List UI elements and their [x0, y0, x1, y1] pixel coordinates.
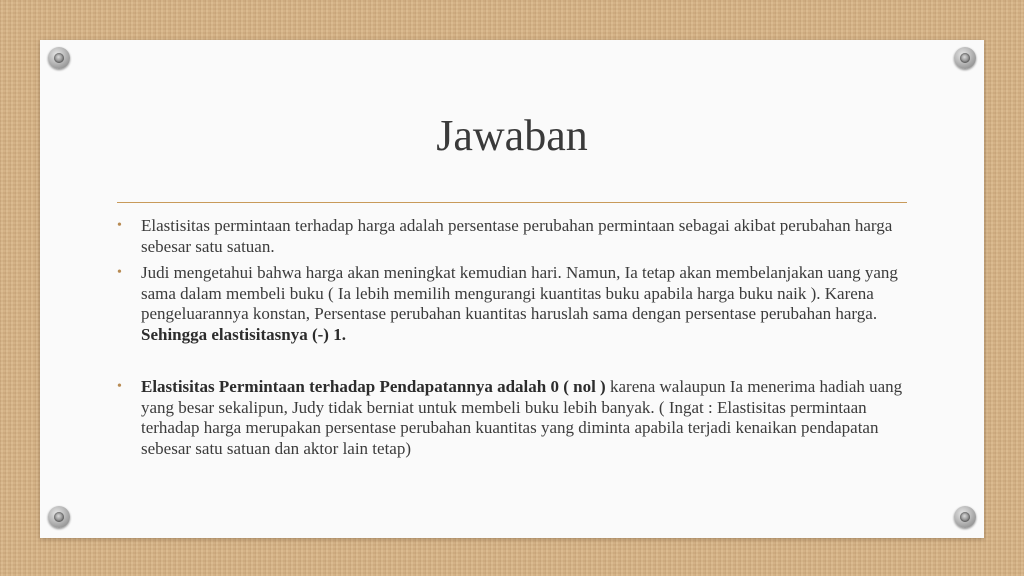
- pushpin-icon: [48, 47, 70, 69]
- title-divider: [117, 202, 907, 203]
- bullet-list: [117, 216, 907, 465]
- bullet-emphasis: Elastisitas Permintaan terhadap Pendapatannya adalah 0 ( nol ): [141, 377, 606, 396]
- bullet-text: karena walaupun Ia menerima hadiah uang yang besar sekalipun, Judy tidak berniat untuk membeli buku lebih banyak. ( Ingat : Elastisitas permintaan terhadap harga merupakan persentase perubahan kuantitas yang diminta apabila terjadi kenaikan pendapatan sebesar satu satuan dan aktor lain tetap): [141, 377, 903, 458]
- slide-title: Jawaban: [436, 111, 588, 160]
- bullet-icon: •: [117, 379, 122, 394]
- pushpin-icon: [954, 506, 976, 528]
- pushpin-icon: [48, 506, 70, 528]
- pushpin-icon: [954, 47, 976, 69]
- bullet-item: [117, 377, 907, 459]
- bullet-item: [117, 263, 907, 345]
- bullet-icon: •: [117, 265, 122, 280]
- bullet-item: [117, 216, 907, 257]
- bullet-text: Elastisitas permintaan terhadap harga adalah persentase perubahan permintaan sebagai akibat perubahan harga sebesar satu satuan.: [141, 216, 893, 256]
- bullet-icon: •: [117, 218, 122, 233]
- bullet-emphasis: Sehingga elastisitasnya (-) 1.: [141, 324, 346, 344]
- bullet-text: Judi mengetahui bahwa harga akan meningkat kemudian hari. Namun, Ia tetap akan membelanjakan uang yang sama dalam membeli buku ( Ia lebih memilih mengurangi kuantitas buku apabila harga buku naik ). Karena pengeluarannya konstan, Persentase perubahan kuantitas haruslah sama dengan persentase perubahan harga.: [141, 263, 898, 323]
